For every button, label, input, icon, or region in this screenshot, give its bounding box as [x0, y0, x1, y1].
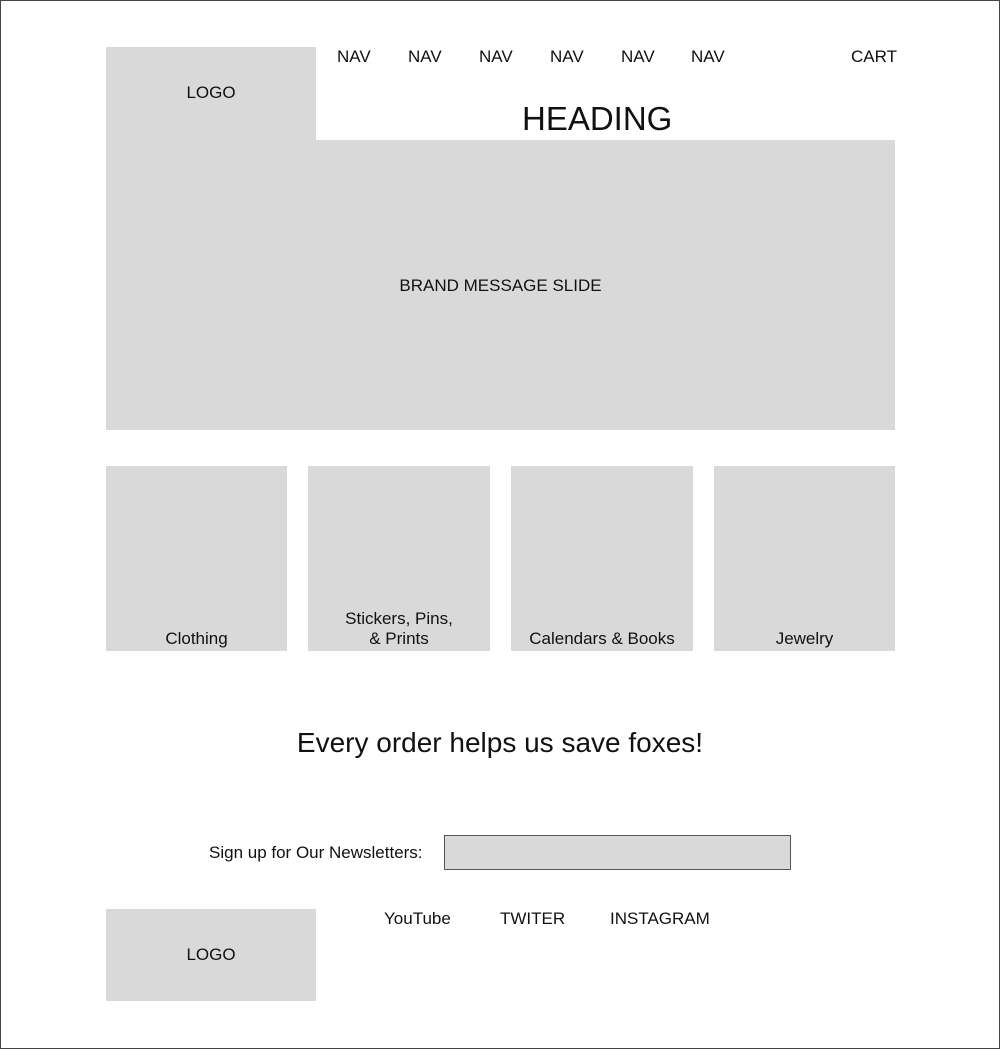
nav-item-2[interactable]: NAV — [408, 47, 442, 66]
nav-item-1[interactable]: NAV — [337, 47, 371, 66]
category-tile-clothing[interactable] — [106, 466, 287, 651]
category-label: Calendars & Books — [529, 629, 675, 648]
category-label — [308, 609, 490, 649]
header-logo[interactable] — [106, 47, 316, 147]
brand-message-slide[interactable] — [106, 140, 895, 430]
category-label-line1: Stickers, Pins, — [345, 609, 453, 628]
category-label: Clothing — [165, 629, 228, 648]
nav-item-3[interactable]: NAV — [479, 47, 513, 66]
category-tile-calendars[interactable] — [511, 466, 693, 651]
category-tile-stickers[interactable] — [308, 466, 490, 651]
category-label: Jewelry — [775, 629, 834, 648]
nav-item-4[interactable]: NAV — [550, 47, 584, 66]
nav-item-6[interactable]: NAV — [691, 47, 725, 66]
newsletter-label: Sign up for Our Newsletters: — [209, 843, 423, 862]
category-tile-jewelry[interactable] — [714, 466, 895, 651]
social-link-twitter[interactable]: TWITER — [500, 909, 566, 928]
brand-message-label: BRAND MESSAGE SLIDE — [399, 276, 602, 295]
newsletter-email-input[interactable] — [444, 835, 791, 870]
header-logo-extension — [106, 140, 316, 147]
nav-item-5[interactable]: NAV — [621, 47, 655, 66]
tagline: Every order helps us save foxes! — [296, 727, 704, 758]
cart-link[interactable]: CART — [851, 47, 897, 66]
footer-logo[interactable] — [106, 909, 316, 1001]
page-heading: HEADING — [522, 100, 673, 137]
header-logo-label: LOGO — [186, 83, 236, 102]
category-label-line2: & Prints — [369, 629, 429, 648]
social-link-instagram[interactable]: INSTAGRAM — [610, 909, 710, 928]
social-link-youtube[interactable]: YouTube — [384, 909, 451, 928]
footer-logo-label: LOGO — [186, 945, 236, 964]
